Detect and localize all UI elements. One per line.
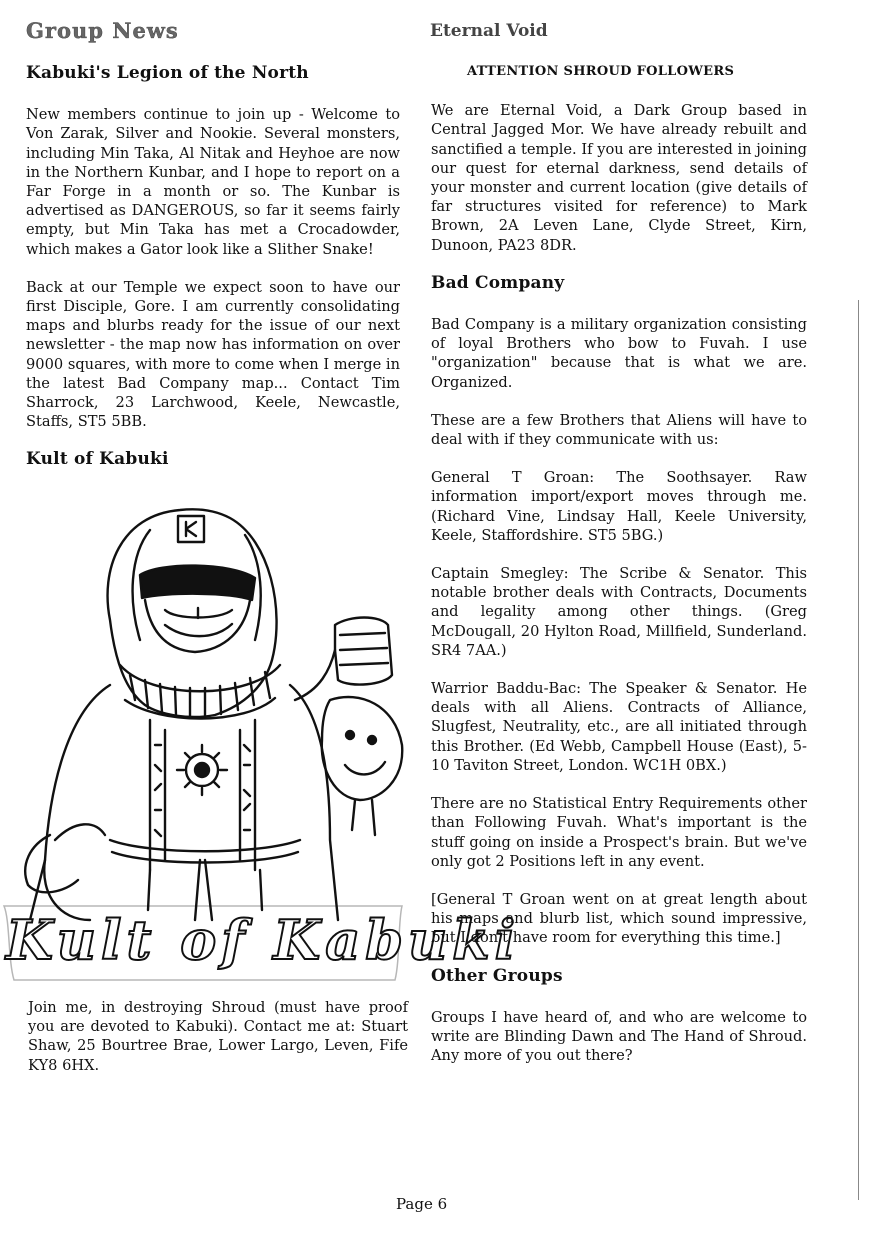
bad-company-paragraph-2: These are a few Brothers that Aliens will have to deal with if they communicate with us:: [431, 411, 807, 449]
kabuki-legion-title: Kabuki's Legion of the North: [26, 63, 309, 83]
bad-company-paragraph-6: There are no Statistical Entry Requirements other than Following Fuvah. What's important is the stuff going on inside a Prospect's brain. But we've only got 2 Positions left in any event.: [431, 795, 807, 870]
other-groups-title: Other Groups: [431, 965, 563, 986]
eternal-void-paragraph: We are Eternal Void, a Dark Group based in Central Jagged Mor. We have already rebuilt and sanctified a temple. If you are interested in joining our quest for eternal darkness, send details of your monster and current location (give details of far structures visited for reference) to Mark Brown, 2A Leven Lane, Clyde Street, Kirn, Dunoon, PA23 8DR.: [431, 102, 807, 254]
bad-company-paragraph-3: General T Groan: The Soothsayer. Raw information import/export moves through me. (Richard Vine, Lindsay Hall, Keele University, Keele, Staffordshire. ST5 5BG.): [431, 469, 807, 544]
page-edge-line: [858, 300, 859, 1200]
left-column: [26, 64, 400, 492]
kult-title: Kult of Kabuki: [26, 449, 169, 470]
kult-caption: Join me, in destroying Shroud (must have proof you are devoted to Kabuki). Contact me at: Stuart Shaw, 25 Bourtree Brae, Lower Largo, Leven, Fife KY8 6HX.: [28, 999, 408, 1074]
section-header: Group News: [26, 18, 179, 43]
bad-company-paragraph-5: Warrior Baddu-Bac: The Speaker & Senator. He deals with all Aliens. Contracts of Alliance, Slugfest, Neutrality, etc., are all initiated through this Brother. (Ed Webb, Campbell House (East), 5-10 Taviton Street, London. WC1H 0BX.): [431, 680, 807, 774]
kabuki-legion-paragraph-1: New members continue to join up - Welcome to Von Zarak, Silver and Nookie. Several monsters, including Min Taka, Al Nitak and Heyhoe are now in the Northern Kunbar, and I hope to report on a Far Forge in a month or so. The Kunbar is advertised as DANGEROUS, so far it seems fairly empty, but Min Taka has met a Crocadowder, which makes a Gator look like a Slither Snake!: [26, 106, 400, 258]
page-number: Page 6: [396, 1195, 448, 1213]
right-column: [431, 62, 807, 1084]
bad-company-paragraph-4: Captain Smegley: The Scribe & Senator. This notable brother deals with Contracts, Documents and legality among other things. (Greg McDougall, 20 Hylton Road, Millfield, Sunderland. SR4 7AA.): [431, 565, 807, 659]
bad-company-paragraph-7: [General T Groan went on at great length about his maps and blurb list, which sound impressive, but I don't have room for everything this time.]: [431, 890, 807, 947]
kabuki-legion-paragraph-2: Back at our Temple we expect soon to have our first Disciple, Gore. I am currently consolidating maps and blurbs ready for the issue of our next newsletter - the map now has information on over 9000 squares, with more to come when I merge in the latest Bad Company map... Contact Tim Sharrock, 23 Larchwood, Keele, Newcastle, Staffs, ST5 5BB.: [26, 278, 400, 431]
kult-banner-text: Kult of Kabuki: [6, 908, 521, 972]
other-groups-paragraph: Groups I have heard of, and who are welcome to write are Blinding Dawn and The Hand of Shroud. Any more of you out there?: [431, 1008, 807, 1065]
group-header: Eternal Void: [430, 21, 548, 41]
bad-company-title: Bad Company: [431, 272, 565, 293]
attention-heading: ATTENTION SHROUD FOLLOWERS: [467, 64, 735, 79]
bad-company-paragraph-1: Bad Company is a military organization consisting of loyal Brothers who bow to Fuvah. I use "organization" because that is what we are. Organized.: [431, 316, 807, 391]
